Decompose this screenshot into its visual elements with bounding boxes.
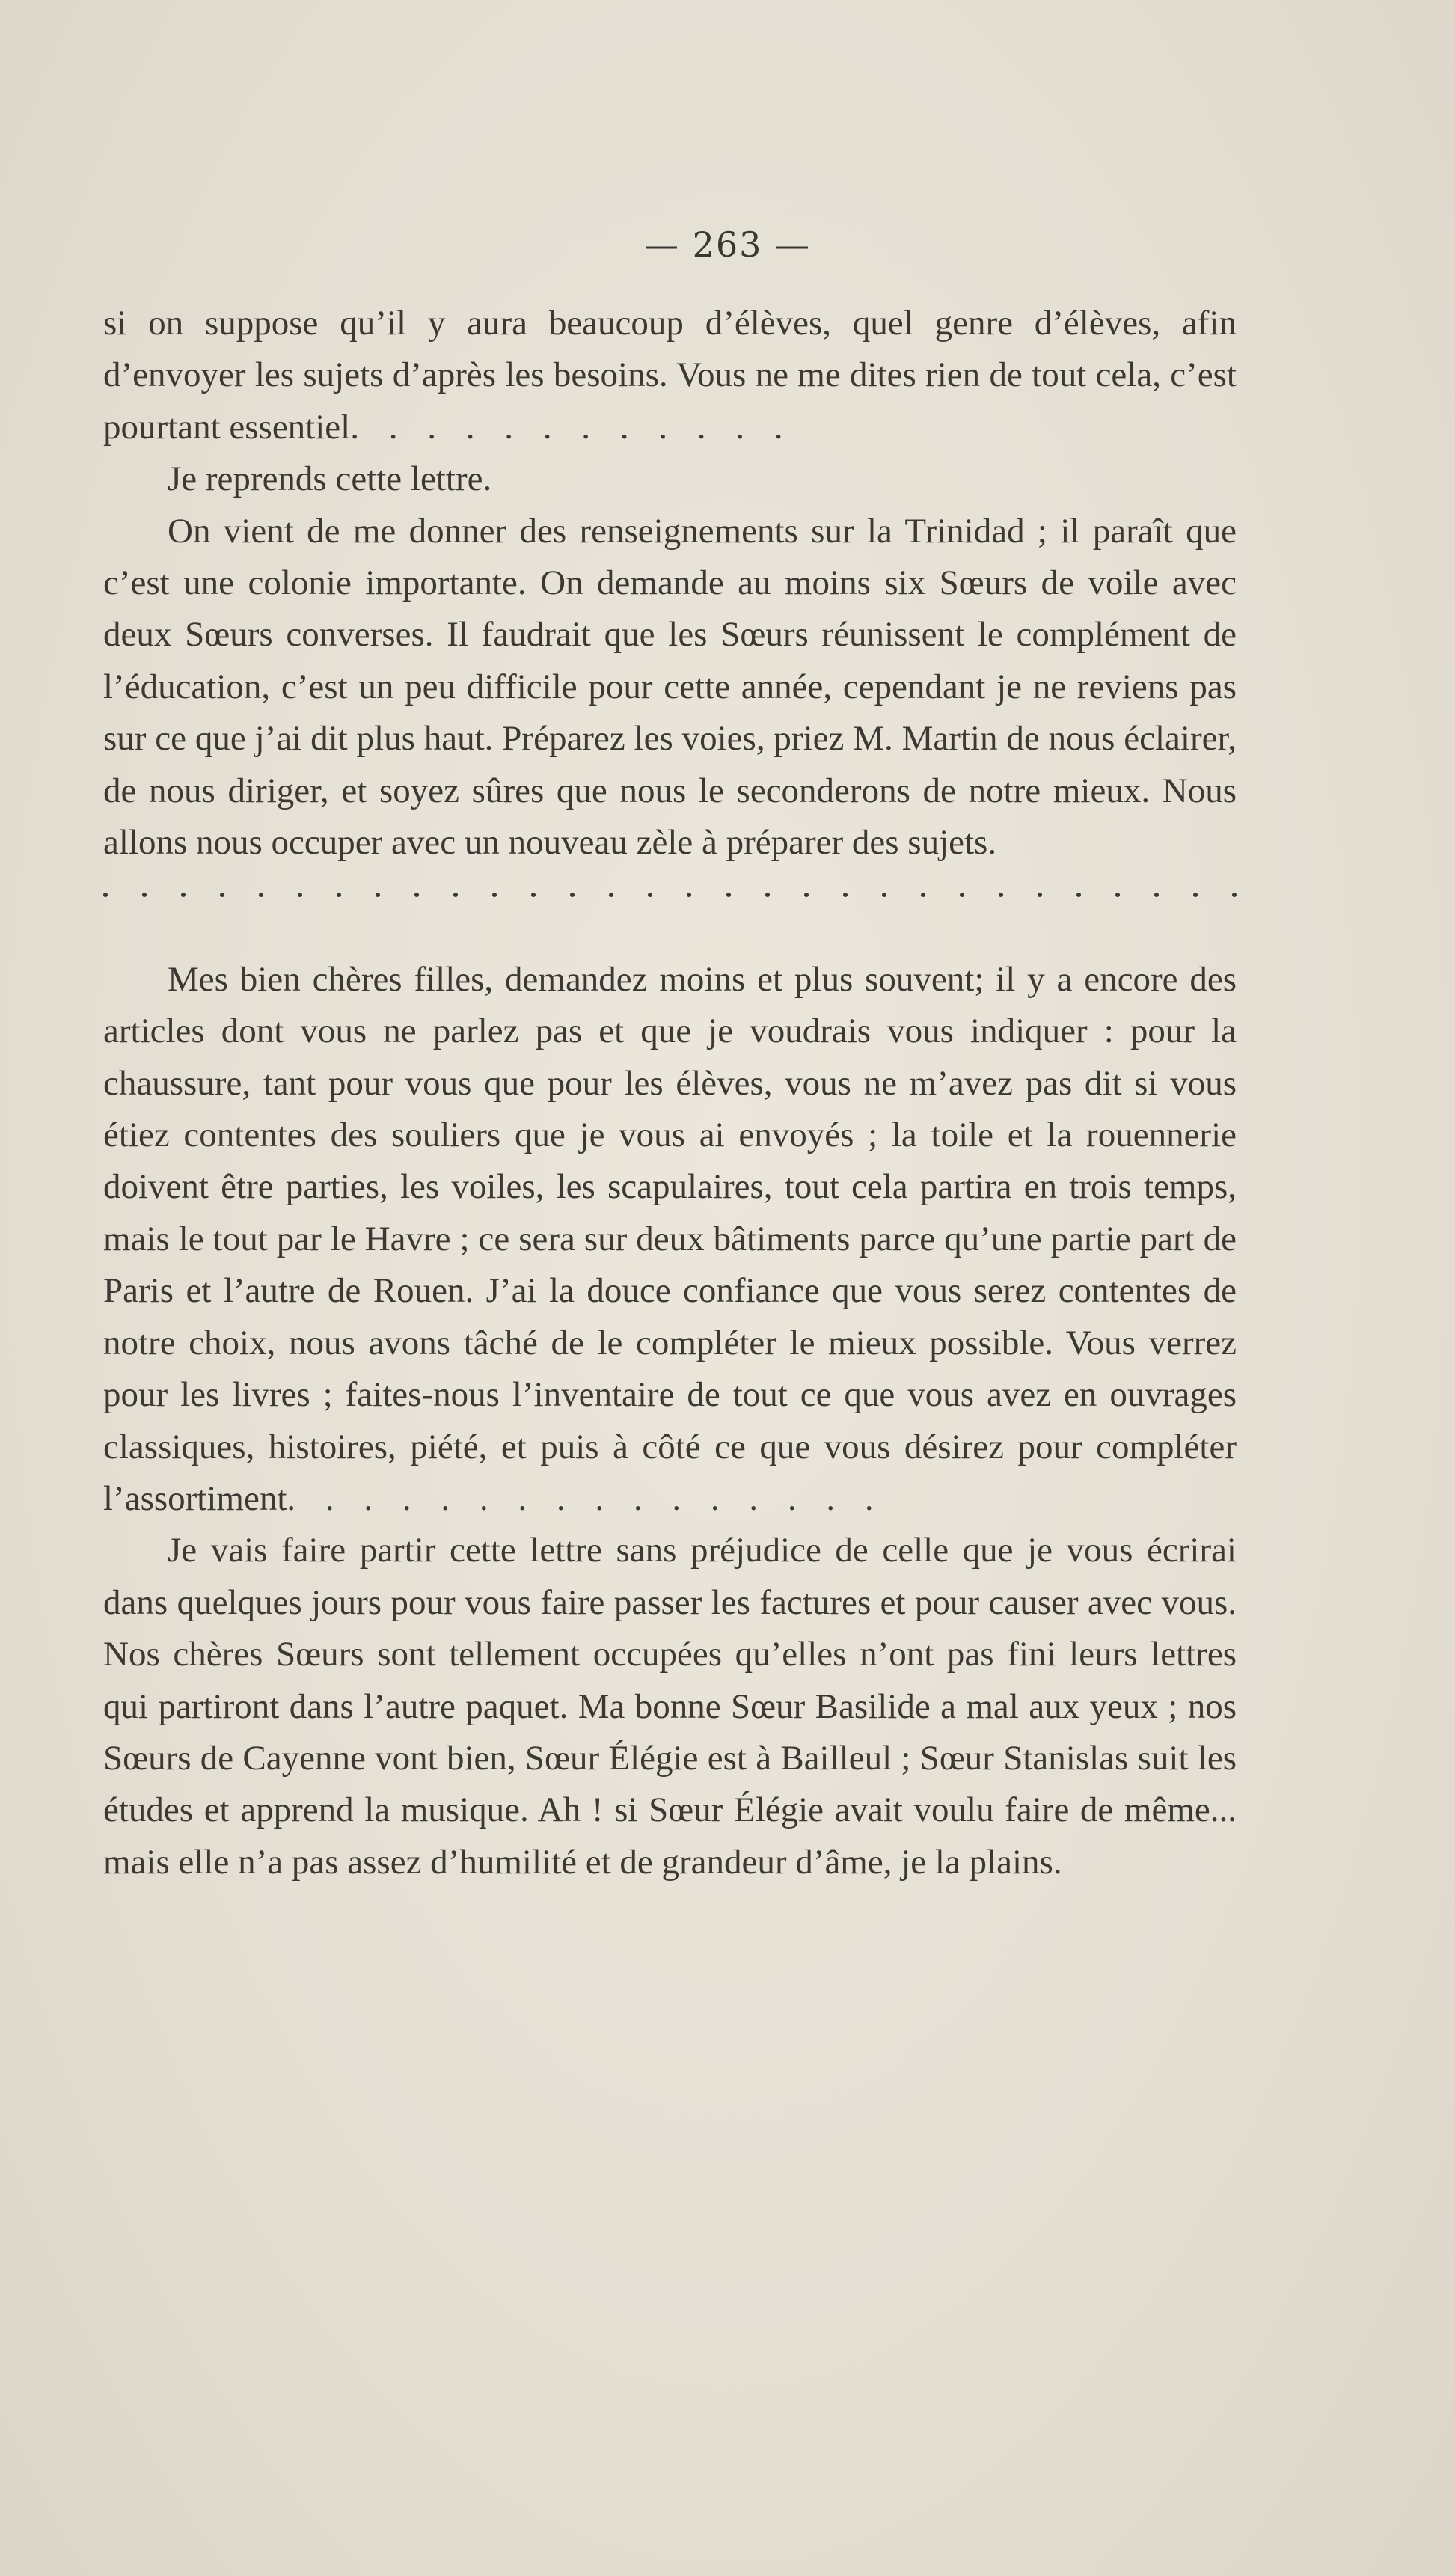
separator-dot — [337, 893, 341, 897]
paragraph-4-dots: . . . . . . . . . . . . . . . . — [287, 1478, 884, 1518]
separator-dot — [999, 893, 1003, 897]
separator-dot — [1115, 893, 1120, 897]
separator-dot — [765, 893, 770, 897]
paragraph-1-dots: . . . . . . . . . . . . — [350, 407, 794, 447]
page-number: — 263 — — [643, 224, 812, 265]
separator-dot — [376, 893, 380, 897]
separator-dot — [453, 893, 458, 897]
separator-dot — [687, 893, 691, 897]
paragraph-gap — [103, 921, 1237, 954]
separator-dot — [1154, 893, 1159, 897]
separator-dot — [414, 893, 419, 897]
separator-dot — [609, 893, 613, 897]
separator-dot — [1193, 893, 1198, 897]
separator-dot — [181, 893, 186, 897]
separator-dot — [921, 893, 925, 897]
paragraph-4 — [103, 954, 1237, 1525]
separator-dot — [882, 893, 886, 897]
separator-dot — [804, 893, 809, 897]
separator-dot — [142, 893, 147, 897]
separator-dot — [531, 893, 536, 897]
separator-dot — [570, 893, 575, 897]
paragraph-2: Je reprends cette lettre. — [168, 459, 492, 499]
separator-dot — [1076, 893, 1081, 897]
body-text — [103, 298, 1237, 1888]
ellipsis-separator — [103, 869, 1237, 920]
separator-dot — [103, 893, 108, 897]
paragraph-5: Je vais faire partir cette lettre sans préjudice de celle que je vous écrirai dans quelques jours pour vous faire passer les factures et pour causer avec vous. Nos chères Sœurs sont tellement occupées qu’elles n’ont pas fini leurs lettres qui partiront dans l’autre paquet. Ma bonne Sœur Basilide a mal aux yeux ; nos Sœurs de Cayenne vont bien, Sœur Élégie est à Bailleul ; Sœur Stanislas suit les études et apprend la musique. Ah ! si Sœur Élégie avait voulu faire de même... mais elle n’a pas assez d’humilité et de grandeur d’âme, je la plains. — [103, 1531, 1237, 1882]
separator-dot — [298, 893, 302, 897]
separator-dot — [259, 893, 263, 897]
separator-dot — [492, 893, 497, 897]
separator-dot — [960, 893, 964, 897]
separator-dot — [843, 893, 848, 897]
separator-dot — [220, 893, 224, 897]
separator-dot — [1232, 893, 1237, 897]
separator-dot — [726, 893, 731, 897]
paragraph-3: On vient de me donner des renseignements sur la Trinidad ; il paraît que c’est une colonie importante. On demande au moins six Sœurs de voile avec deux Sœurs converses. Il faudrait que les Sœurs réunissent le complément de l’éducation, c’est un peu difficile pour cette année, cependant je ne reviens pas sur ce que j’ai dit plus haut. Préparez les voies, priez M. Martin de nous éclairer, de nous diriger, et soyez sûres que nous le seconderons de notre mieux. Nous allons nous occuper avec un nouveau zèle à préparer des sujets. — [103, 511, 1237, 863]
paragraph-4-text: Mes bien chères filles, demandez moins et plus souvent; il y a encore des articles dont vous ne parlez pas et que je voudrais vous indiquer : pour la chaussure, tant pour vous que pour les élèves, vous ne m’avez pas dit si vous étiez contentes des souliers que je vous ai envoyés ; la toile et la rouennerie doivent être parties, les voiles, les scapulaires, tout cela partira en trois temps, mais le tout par le Havre ; ce sera sur deux bâtiments parce qu’une partie part de Paris et l’autre de Rouen. J’ai la douce confiance que vous serez contentes de notre choix, nous avons tâché de le compléter le mieux possible. Vous verrez pour les livres ; faites-nous l’inventaire de tout ce que vous avez en ouvrages classiques, histoires, piété, et puis à côté ce que vous désirez pour compléter l’assortiment — [103, 959, 1237, 1518]
separator-dot — [648, 893, 652, 897]
paragraph-1-text: si on suppose qu’il y aura beaucoup d’élèves, quel genre d’élèves, afin d’envoyer les sujets d’après les besoins. Vous ne me dites rien de tout cela, c’est pourtant essentiel — [103, 304, 1237, 447]
paragraph-1 — [103, 298, 1237, 453]
separator-dot — [1038, 893, 1042, 897]
